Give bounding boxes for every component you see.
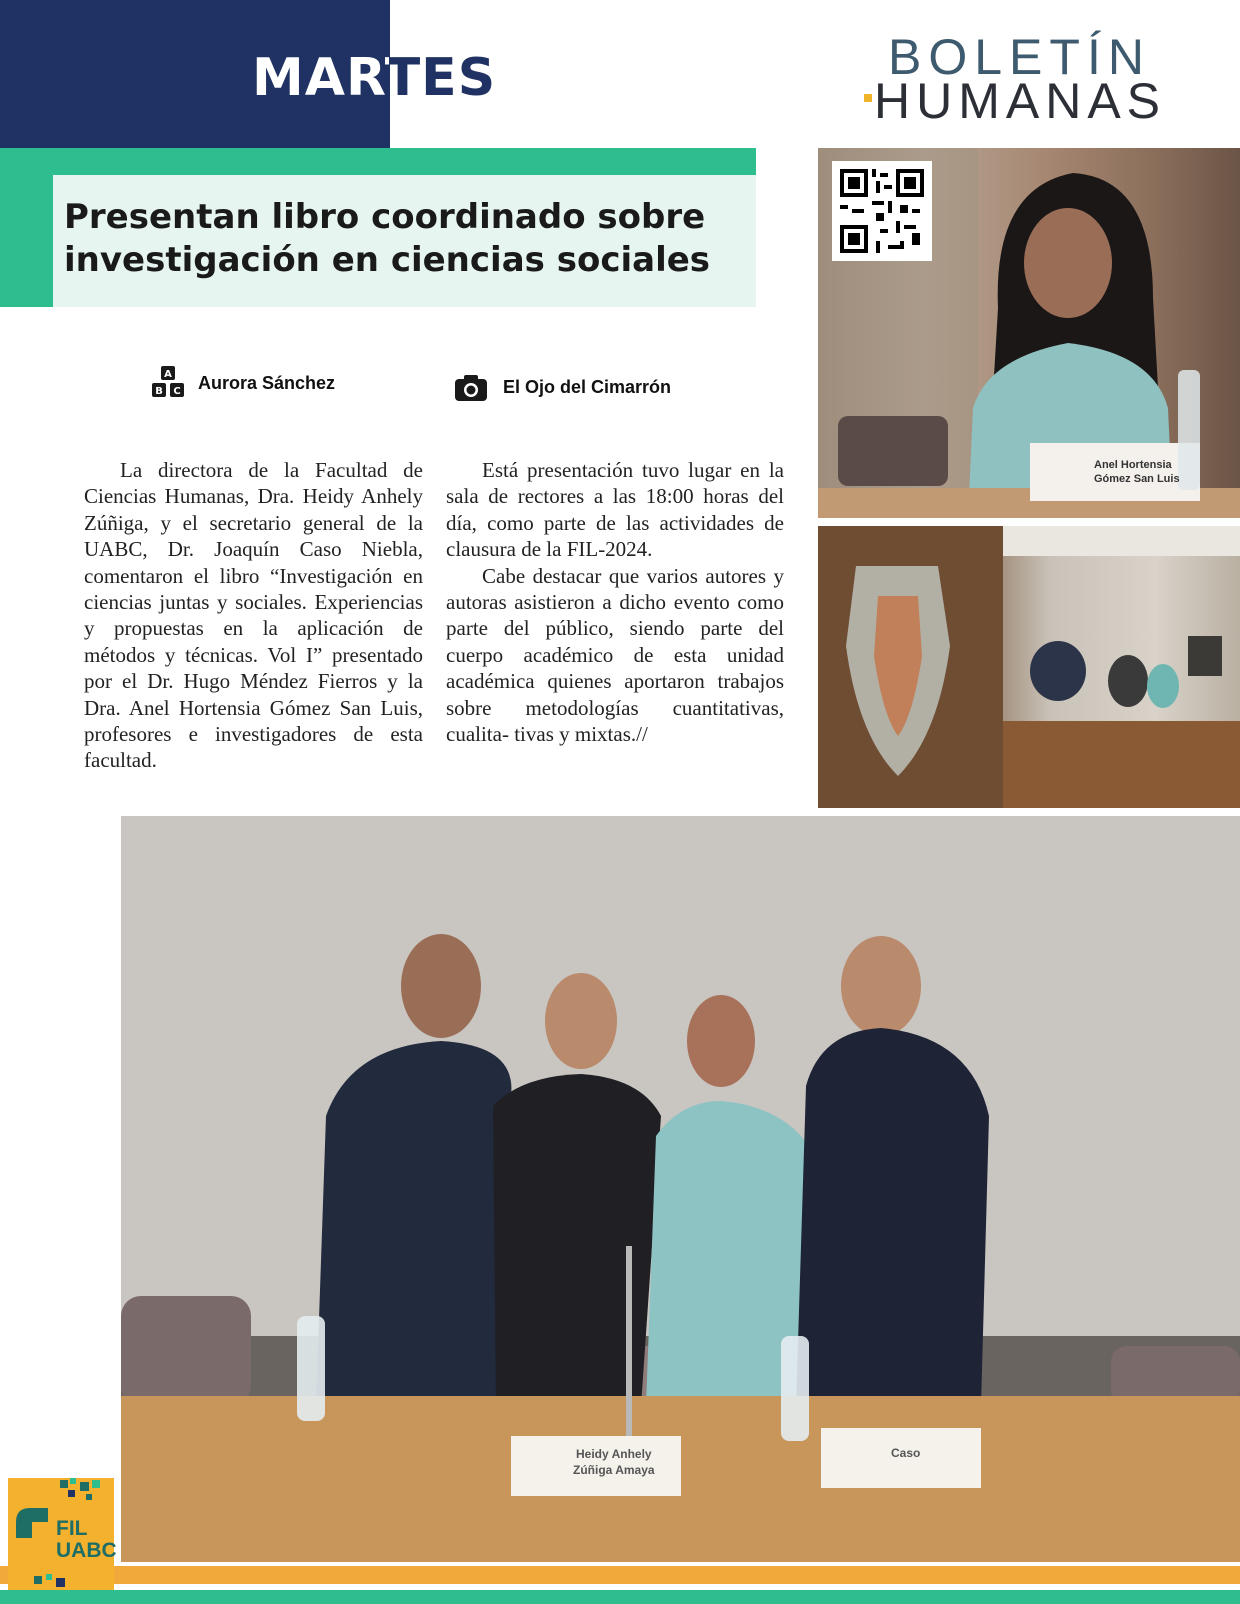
logo-line1: BOLETÍN (888, 29, 1151, 85)
nameplate-line2: Gómez San Luis (1094, 473, 1180, 485)
day-label: MARTES (252, 44, 496, 112)
title-band-side (0, 148, 53, 307)
nameplate-line1: Anel Hortensia (1094, 459, 1172, 471)
nameplate-line1: Heidy Anhely (576, 1447, 652, 1461)
paragraph: La directora de la Facultad de Ciencias Humanas, Dra. Heidy Anhely Zúñiga, y el secretario general de la UABC, Dr. Joaquín Caso Niebla, comentaron el libro “Investigación en ciencias juntas y sociales. Experiencias y propuestas en la aplicación de métodos y técnicas. Vol I” presentado por el Dr. Hugo Méndez Fierros y la Dra. Anel Hortensia Gómez San Luis, profesores e investigadores de esta facultad. (84, 458, 423, 773)
photographer-name: El Ojo del Cimarrón (503, 377, 672, 397)
title-band (0, 148, 756, 175)
footer-band-orange (0, 1566, 1240, 1584)
fil-uabc-logo (8, 1478, 117, 1590)
svg-text:A: A (164, 369, 172, 380)
footer-band-green (0, 1590, 1240, 1604)
article-column-1 (84, 457, 423, 774)
meeting-room-photo (818, 526, 1240, 808)
author-name: Aurora Sánchez (198, 373, 336, 393)
logo-line2: HUMANAS (874, 73, 1167, 129)
camera-icon (455, 374, 487, 402)
article-title: Presentan libro coordinado sobre investigación en ciencias sociales (64, 197, 711, 280)
article-column-2 (446, 457, 784, 747)
logo-accent (864, 94, 872, 102)
paragraph: Está presentación tuvo lugar en la sala de rectores a las 18:00 horas del día, como parte de las actividades de clausura de la FIL-2024. (446, 458, 784, 562)
nameplate-line2: Zúñiga Amaya (573, 1463, 655, 1477)
svg-text:C: C (173, 386, 181, 397)
qr-code (832, 161, 932, 261)
group-photo (121, 816, 1240, 1562)
badge-line2: UABC (56, 1539, 117, 1562)
svg-text:B: B (155, 386, 163, 397)
abc-blocks-icon (150, 366, 186, 402)
paragraph: Cabe destacar que varios autores y autoras asistieron a dicho evento como parte del público, siendo parte del cuerpo académico de esta unidad académica quienes aportaron trabajos sobre metodologías cuantitativas, cualita- tivas y mixtas.// (446, 563, 784, 747)
badge-line1: FIL (56, 1517, 88, 1540)
nameplate-2: Caso (891, 1446, 921, 1460)
